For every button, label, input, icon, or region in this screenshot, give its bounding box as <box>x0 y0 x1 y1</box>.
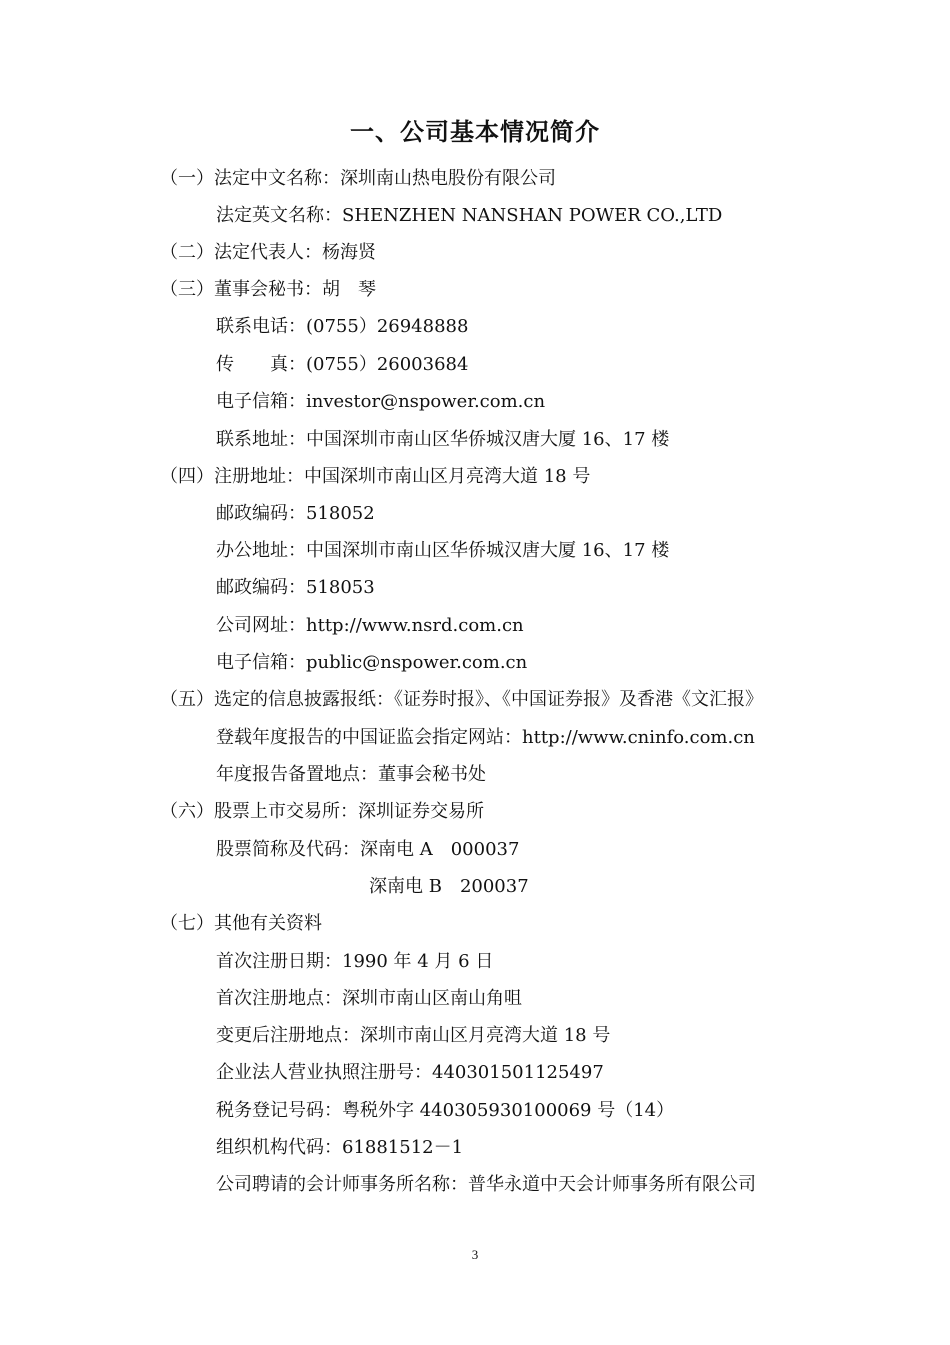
section-4-registered-address: （四）注册地址：中国深圳市南山区月亮湾大道 18 号 <box>160 466 591 487</box>
public-email: 电子信箱：public@nspower.com.cn <box>216 652 528 673</box>
page-number: 3 <box>471 1247 479 1262</box>
english-name: 法定英文名称：SHENZHEN NANSHAN POWER CO.,LTD <box>216 205 723 226</box>
stock-code-b: 深南电 B 200037 <box>369 876 529 897</box>
section-5-newspapers: （五）选定的信息披露报纸：《证券时报》、《中国证券报》及香港《文汇报》 <box>160 689 763 710</box>
first-registration-place: 首次注册地点：深圳市南山区南山角咀 <box>216 988 522 1009</box>
contact-phone: 联系电话：(0755）26948888 <box>216 316 469 337</box>
postal-code-registered: 邮政编码：518052 <box>216 503 375 524</box>
section-7-other-info: （七）其他有关资料 <box>160 913 322 934</box>
business-license-number: 企业法人营业执照注册号：440301501125497 <box>216 1062 604 1083</box>
report-location: 年度报告备置地点：董事会秘书处 <box>216 764 486 785</box>
section-6-stock-exchange: （六）股票上市交易所：深圳证券交易所 <box>160 801 484 822</box>
csrc-website: 登载年度报告的中国证监会指定网站：http://www.cninfo.com.cn <box>216 727 755 748</box>
organization-code: 组织机构代码：61881512－1 <box>216 1137 464 1158</box>
investor-email: 电子信箱：investor@nspower.com.cn <box>216 391 546 412</box>
company-website: 公司网址：http://www.nsrd.com.cn <box>216 615 524 636</box>
section-3-board-secretary: （三）董事会秘书：胡 琴 <box>160 279 376 300</box>
contact-address: 联系地址：中国深圳市南山区华侨城汉唐大厦 16、17 楼 <box>216 429 670 450</box>
office-address: 办公地址：中国深圳市南山区华侨城汉唐大厦 16、17 楼 <box>216 540 670 561</box>
section-1-chinese-name: （一）法定中文名称：深圳南山热电股份有限公司 <box>160 168 556 189</box>
section-2-legal-representative: （二）法定代表人：杨海贤 <box>160 242 376 263</box>
first-registration-date: 首次注册日期：1990 年 4 月 6 日 <box>216 951 494 972</box>
postal-code-office: 邮政编码：518053 <box>216 577 375 598</box>
tax-registration-number: 税务登记号码：粤税外字 440305930100069 号（14） <box>216 1100 675 1121</box>
changed-registration-place: 变更后注册地点：深圳市南山区月亮湾大道 18 号 <box>216 1025 611 1046</box>
fax: 传 真：(0755）26003684 <box>216 354 469 375</box>
accounting-firm: 公司聘请的会计师事务所名称：普华永道中天会计师事务所有限公司 <box>216 1174 756 1195</box>
page-title: 一、公司基本情况简介 <box>350 118 600 146</box>
stock-code-a: 股票简称及代码：深南电 A 000037 <box>216 839 520 860</box>
